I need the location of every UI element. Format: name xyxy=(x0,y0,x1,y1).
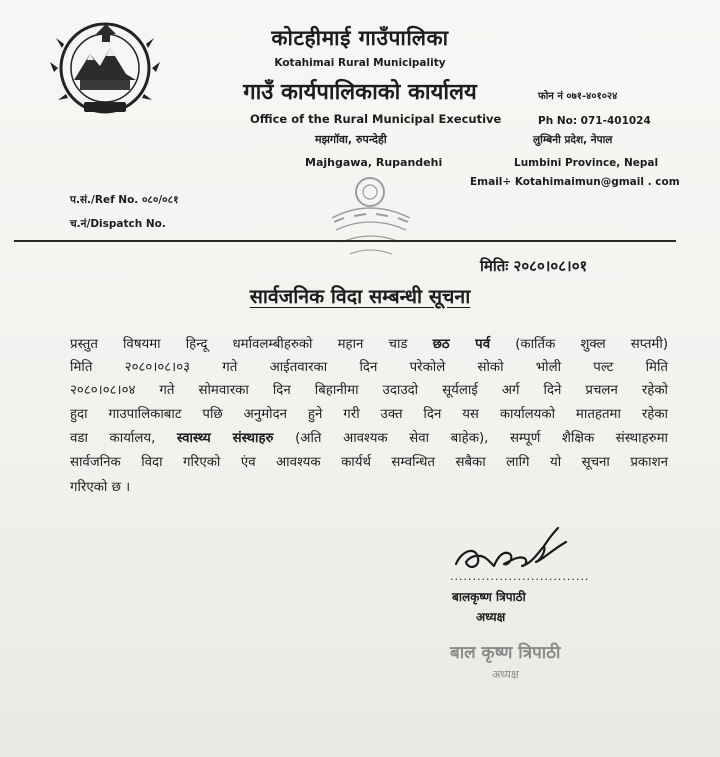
signatory-title: अध्यक्ष xyxy=(476,610,506,624)
signatory-name: बालकृष्ण त्रिपाठी xyxy=(452,590,526,604)
body-line-2 xyxy=(70,357,668,375)
health-institutions: स्वास्थ्य संस्थाहरु xyxy=(176,431,274,446)
festival-name: छठ पर्व xyxy=(432,337,491,352)
body-text: मिति २०८०।०८।०३ गते आईतवारका दिन परेकोले सोको भोली पल्ट मिति xyxy=(70,360,668,375)
dispatch-number: च.नं/Dispatch No. xyxy=(70,218,166,230)
stamp-title-text: अध्यक्ष xyxy=(492,668,519,681)
address-english: Majhgawa, Rupandehi xyxy=(305,156,443,169)
body-line-6 xyxy=(70,452,668,470)
body-text: गरिएको छ । xyxy=(70,480,131,495)
body-line-3 xyxy=(70,380,668,398)
body-text: हुदा गाउपालिकाबाट पछि अनुमोदन हुने गरी उक्त दिन यस कार्यालयको मातहतमा रहेका xyxy=(70,407,668,422)
body-line-5 xyxy=(70,428,668,446)
signature-line: ............................... xyxy=(450,570,590,583)
phone-english: Ph No: 071-401024 xyxy=(538,115,651,127)
phone-nepali: फोन नं ०७१-४०१०२४ xyxy=(538,91,618,102)
notice-subject: सार्वजनिक विदा सम्बन्धी सूचना xyxy=(249,285,471,308)
body-line-4 xyxy=(70,404,668,422)
province-english: Lumbini Province, Nepal xyxy=(514,157,659,169)
body-text: वडा कार्यालय, xyxy=(70,431,177,446)
body-text: (कार्तिक शुक्ल सप्तमी) xyxy=(490,337,669,352)
email-address: Email÷ Kotahimaimun@gmail . com xyxy=(470,176,680,188)
office-name-nepali: गाउँ कार्यपालिकाको कार्यालय xyxy=(243,80,477,105)
office-name-english: Office of the Rural Municipal Executive xyxy=(250,112,502,126)
body-text: (अति आवश्यक सेवा बाहेक), सम्पूर्ण शैक्षिक संस्थाहरुमा xyxy=(273,431,668,446)
body-text: २०८०।०८।०४ गते सोमवारका दिन बिहानीमा उदाउदो सूर्यलाई अर्ग दिने प्रचलन रहेको xyxy=(70,383,668,398)
address-nepali: मझगॉवा, रुपन्देही xyxy=(315,133,387,146)
body-text: सार्वजनिक विदा गरिएको एंव आवश्यक कार्यर्थ सम्वन्धित सबैका लागि यो सूचना प्रकाशन xyxy=(70,455,668,470)
municipality-name-english: Kotahimai Rural Municipality xyxy=(274,57,446,69)
name-rubber-stamp xyxy=(440,632,590,690)
municipality-name-nepali: कोटहीमाई गाउँपालिका xyxy=(271,26,449,50)
office-seal-stamp xyxy=(314,168,426,268)
province-nepali: लुम्बिनी प्रदेश, नेपाल xyxy=(533,134,613,146)
body-text: प्रस्तुत विषयमा हिन्दू धर्मावलम्बीहरुको महान चाड xyxy=(70,337,433,352)
header-divider xyxy=(14,240,676,242)
reference-number: प.सं./Ref No. ०८०/०८१ xyxy=(70,194,179,206)
notice-date: मितिः २०८०।०८।०१ xyxy=(480,257,588,275)
stamp-name-text: बाल कृष्ण त्रिपाठी xyxy=(450,643,561,663)
body-line-1 xyxy=(70,334,668,352)
body-line-7 xyxy=(70,477,668,495)
